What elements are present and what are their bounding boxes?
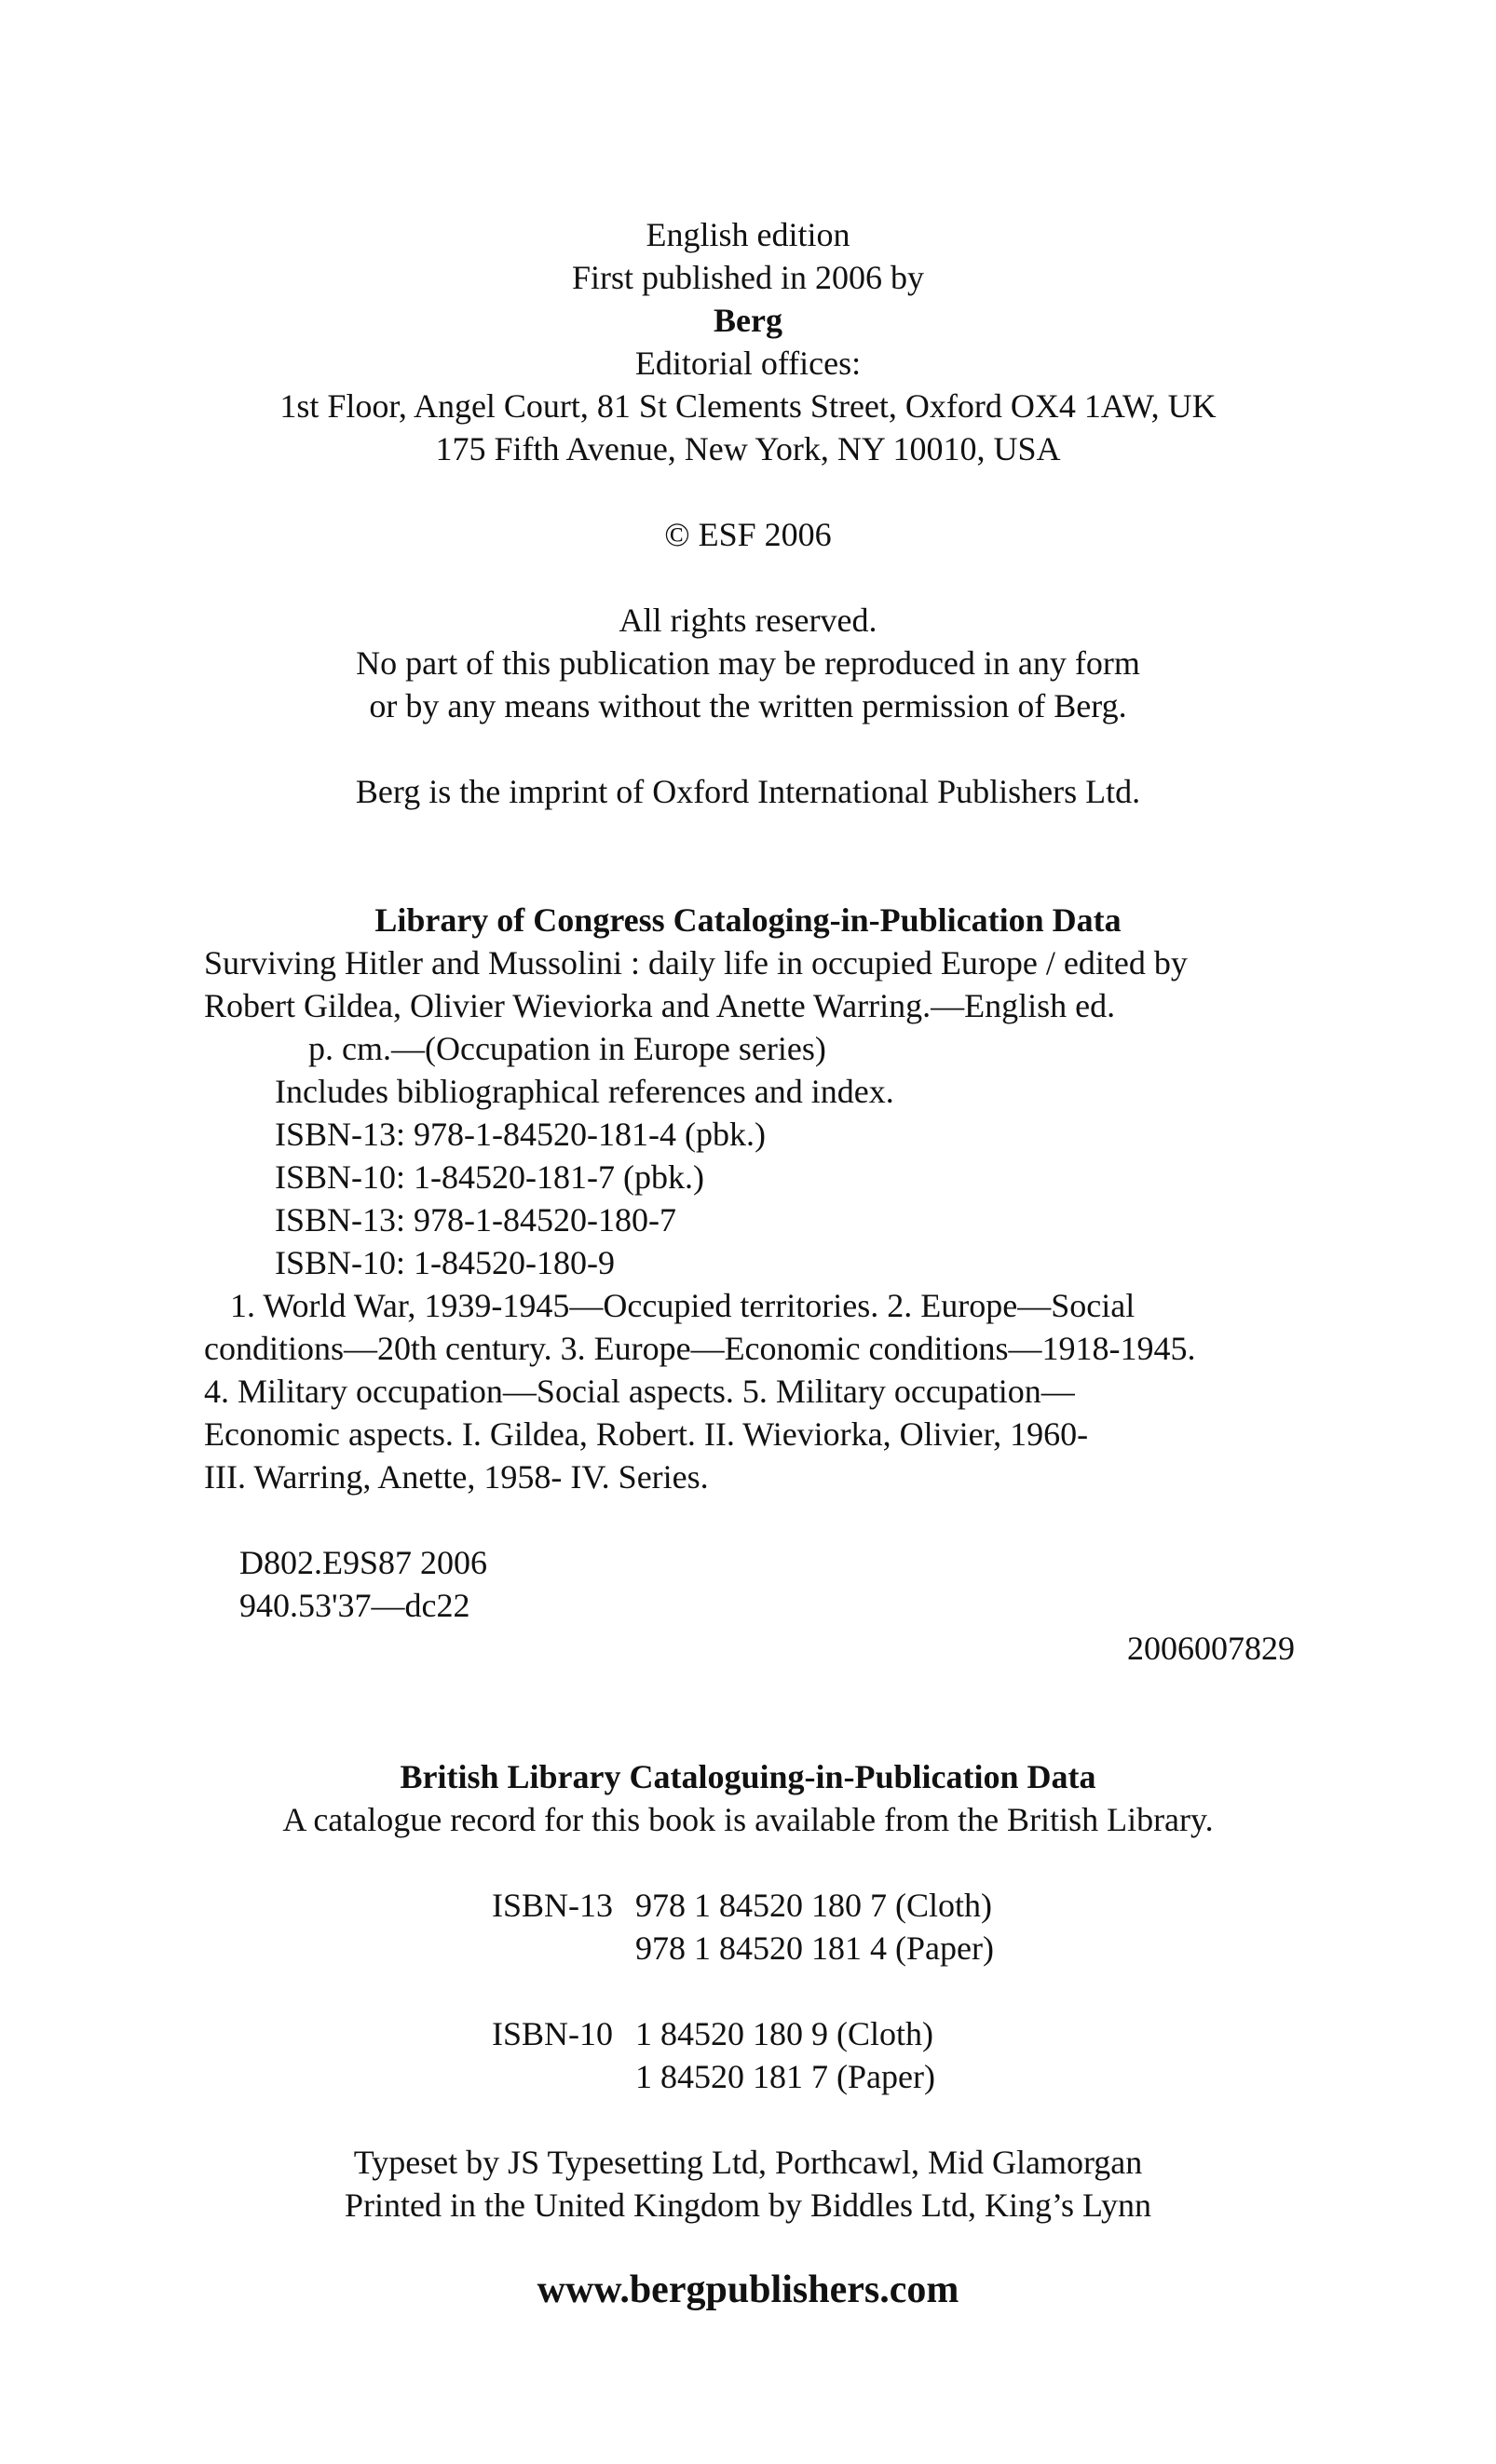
bl-isbn13-paper: 978 1 84520 181 4 (Paper) [635, 1929, 994, 1967]
loc-subject-line: conditions—20th century. 3. Europe—Economic conditions—1918-1945. [204, 1330, 1196, 1367]
office-uk-address: 1st Floor, Angel Court, 81 St Clements Street, Oxford OX4 1AW, UK [279, 387, 1217, 425]
loc-subject-line: 4. Military occupation—Social aspects. 5. Military occupation— [204, 1373, 1075, 1410]
loc-heading: Library of Congress Cataloging-in-Publication Data [374, 901, 1122, 939]
rights-reserved: All rights reserved. [619, 602, 877, 639]
edition-line: English edition [646, 216, 850, 253]
bl-isbn10-cloth: 1 84520 180 9 (Cloth) [635, 2015, 933, 2052]
loc-dewey-number: 940.53'37—dc22 [239, 1587, 470, 1624]
first-published-line: First published in 2006 by [571, 259, 925, 296]
loc-isbn-line: ISBN-10: 1-84520-180-9 [275, 1244, 615, 1281]
loc-isbn-line: ISBN-13: 978-1-84520-181-4 (pbk.) [275, 1116, 766, 1153]
rights-line-1: No part of this publication may be reproduced in any form [356, 644, 1140, 682]
loc-pcm-line: p. cm.—(Occupation in Europe series) [308, 1030, 826, 1067]
loc-subject-line: III. Warring, Anette, 1958- IV. Series. [204, 1458, 709, 1496]
bl-isbn13-cloth: 978 1 84520 180 7 (Cloth) [635, 1887, 992, 1924]
bl-isbn13-label: ISBN-13 [492, 1887, 614, 1924]
loc-control-number: 2006007829 [1127, 1630, 1295, 1667]
editorial-offices-label: Editorial offices: [634, 345, 862, 382]
office-us-address: 175 Fifth Avenue, New York, NY 10010, USA [435, 430, 1061, 467]
loc-bibliography-line: Includes bibliographical references and index. [275, 1073, 894, 1110]
bl-heading: British Library Cataloguing-in-Publication Data [400, 1758, 1096, 1795]
loc-title-line-2: Robert Gildea, Olivier Wieviorka and Anette Warring.—English ed. [204, 987, 1116, 1024]
bl-isbn10-paper: 1 84520 181 7 (Paper) [635, 2058, 935, 2095]
loc-isbn-line: ISBN-13: 978-1-84520-180-7 [275, 1201, 676, 1239]
publisher-name: Berg [714, 302, 782, 339]
bl-isbn10-label: ISBN-10 [492, 2015, 614, 2052]
loc-isbn-line: ISBN-10: 1-84520-181-7 (pbk.) [275, 1158, 704, 1196]
loc-subject-line: Economic aspects. I. Gildea, Robert. II. Wieviorka, Olivier, 1960- [204, 1415, 1089, 1453]
loc-call-number: D802.E9S87 2006 [239, 1544, 488, 1581]
loc-title-line-1: Surviving Hitler and Mussolini : daily life in occupied Europe / edited by [204, 944, 1188, 982]
copyright-notice: © ESF 2006 [664, 516, 832, 553]
publisher-website-link[interactable]: www.bergpublishers.com [537, 2268, 959, 2311]
imprint-statement: Berg is the imprint of Oxford International Publishers Ltd. [355, 773, 1141, 810]
bl-record-line: A catalogue record for this book is available from the British Library. [282, 1801, 1214, 1838]
rights-line-2: or by any means without the written permission of Berg. [369, 687, 1127, 724]
typeset-credit: Typeset by JS Typesetting Ltd, Porthcawl, Mid Glamorgan [353, 2144, 1143, 2181]
printer-credit: Printed in the United Kingdom by Biddles Ltd, King’s Lynn [345, 2186, 1151, 2224]
loc-subject-line: 1. World War, 1939-1945—Occupied territories. 2. Europe—Social [230, 1287, 1136, 1324]
